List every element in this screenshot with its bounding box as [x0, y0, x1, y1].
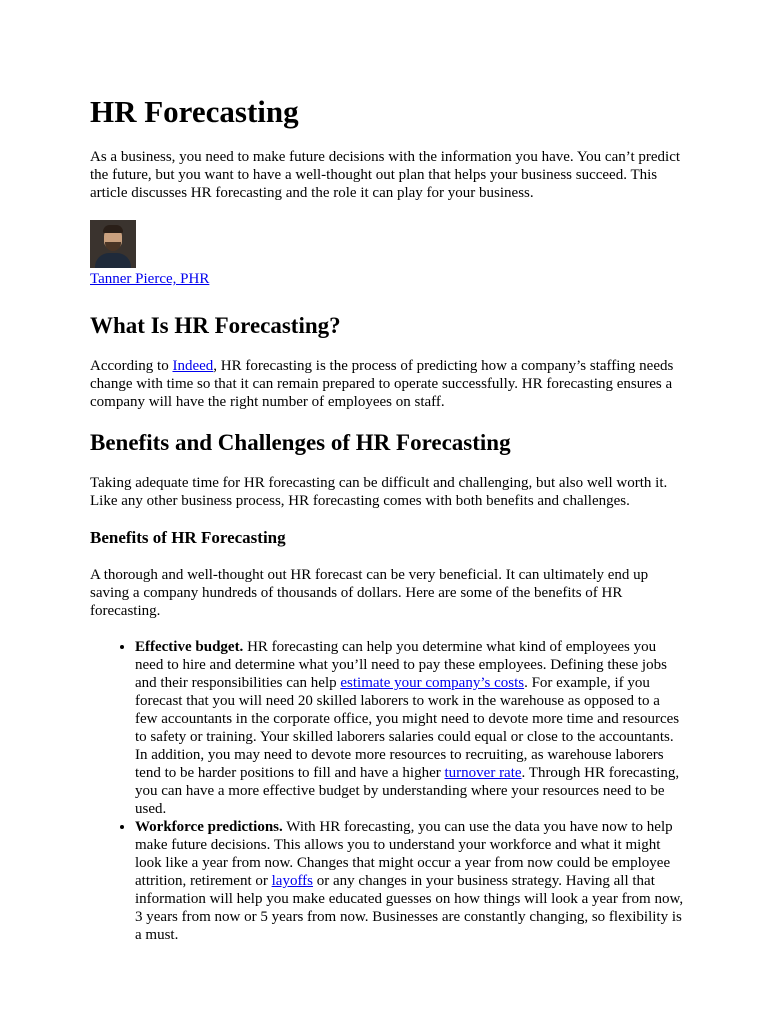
- list-item-text: HR forecasting can help you determine what kind of employees you need to hire and determine what you’ll need to pay these employees. Defining these jobs and their responsibilities can help: [135, 639, 667, 691]
- layoffs-link[interactable]: layoffs: [271, 873, 314, 889]
- list-item-text: . For example, if you forecast that you will need 20 skilled laborers to work in the warehouse as opposed to a few accountants in the corporate office, you might need to devote more time and resources to safety or training. Your skilled laborers salaries could equal or close to the accountants. In addition, you may need to devote more resources to recruiting, as warehouse laborers tend to be harder positions to fill and have a higher: [135, 675, 680, 781]
- what-is-paragraph: [90, 357, 684, 411]
- list-item-term: Effective budget.: [135, 639, 244, 655]
- article: [90, 94, 684, 944]
- section-heading-benefits-challenges: Benefits and Challenges of HR Forecasting: [90, 430, 511, 455]
- page-title: HR Forecasting: [90, 94, 299, 129]
- estimate-costs-link[interactable]: estimate your company’s costs: [340, 675, 525, 691]
- section-heading-what-is: What Is HR Forecasting?: [90, 313, 341, 338]
- author-link[interactable]: Tanner Pierce, PHR: [90, 271, 210, 287]
- list-item-effective-budget: [135, 638, 684, 818]
- turnover-rate-link[interactable]: turnover rate: [444, 765, 522, 781]
- list-item-workforce-predictions: [135, 818, 684, 944]
- author-block: [90, 220, 684, 288]
- benefits-list: [90, 638, 684, 944]
- indeed-link[interactable]: Indeed: [172, 358, 214, 374]
- list-item-term: Workforce predictions.: [135, 819, 283, 835]
- intro-paragraph: As a business, you need to make future decisions with the information you have. You can’t predict the future, but you want to have a well-thought out plan that helps your business succeed. This article discusses HR forecasting and the role it can play for your business.: [90, 149, 681, 201]
- what-is-text-end: , HR forecasting is the process of predicting how a company’s staffing needs change with time so that it can remain prepared to operate successfully. HR forecasting ensures a company will have the right number of employees on staff.: [90, 358, 674, 410]
- what-is-text-start: According to: [90, 358, 173, 374]
- section-heading-benefits: Benefits of HR Forecasting: [90, 528, 286, 547]
- list-item-text: . Through HR forecasting, you can have a more effective budget by understanding where your resources need to be used.: [135, 765, 680, 817]
- list-item-text: or any changes in your business strategy. Having all that information will help you make educated guesses on how things will look a year from now, 3 years from now or 5 years from now. Businesses are constantly changing, so flexibility is a must.: [135, 873, 684, 943]
- author-avatar[interactable]: [90, 220, 136, 268]
- benefits-challenges-paragraph: Taking adequate time for HR forecasting can be difficult and challenging, but also well worth it. Like any other business process, HR forecasting comes with both benefits and challenges.: [90, 475, 668, 509]
- benefits-paragraph: A thorough and well-thought out HR forecast can be very beneficial. It can ultimately end up saving a company hundreds of thousands of dollars. Here are some of the benefits of HR forecasting.: [90, 567, 649, 619]
- list-item-text: With HR forecasting, you can use the data you have now to help make future decisions. This allows you to understand your workforce and what it might look like a year from now. Changes that might occur a year from now could be employee attrition, retirement or: [135, 819, 673, 889]
